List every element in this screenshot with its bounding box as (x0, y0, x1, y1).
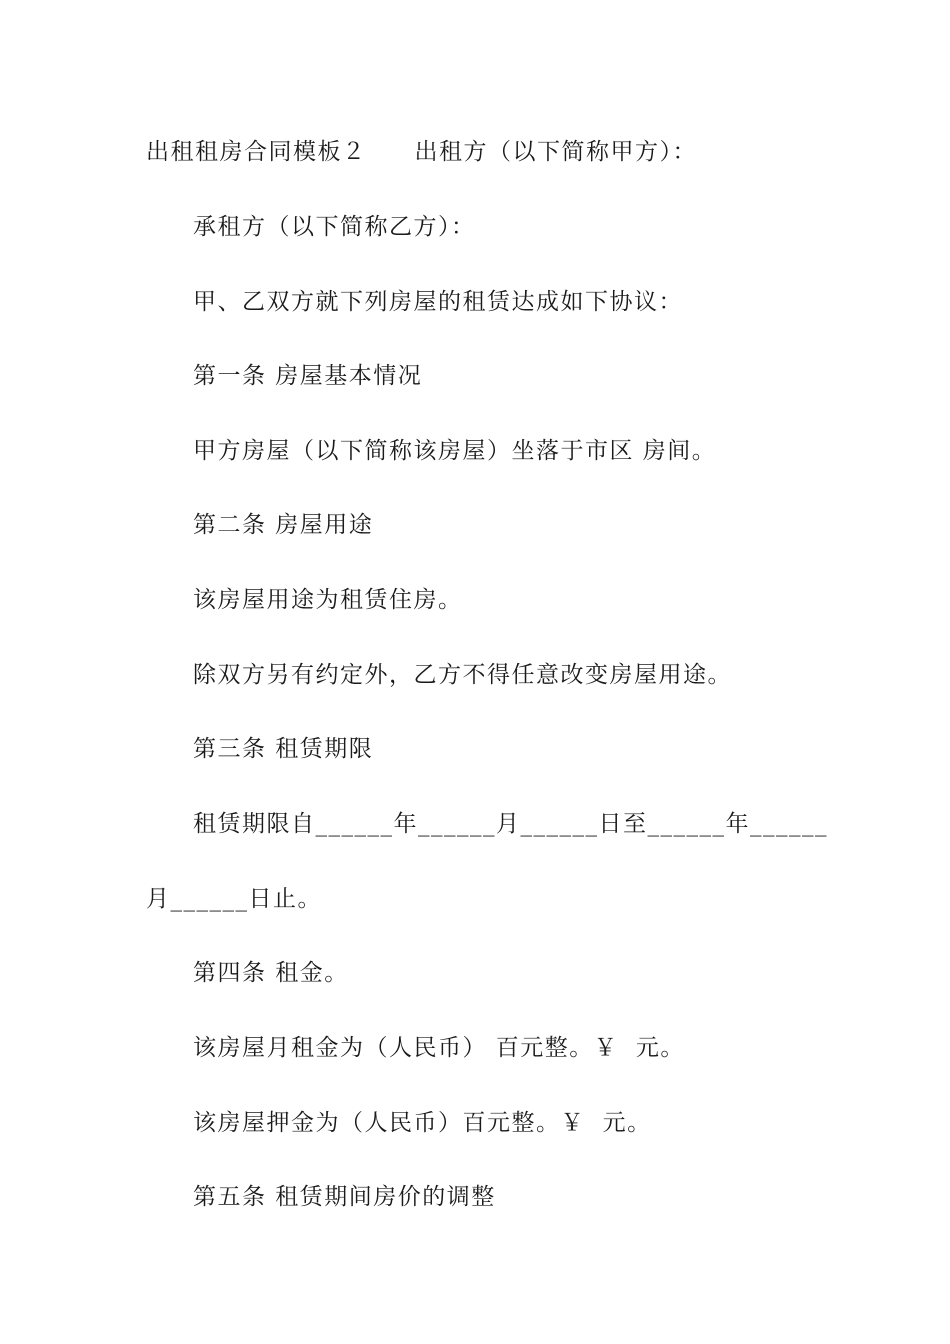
lessor-line: 出租方（以下简称甲方）： (414, 139, 697, 165)
article-1-heading: 第一条 房屋基本情况 (193, 363, 423, 389)
lessee-line: 承租方（以下简称乙方）： (193, 214, 476, 240)
title-line (146, 137, 697, 167)
article-1-text: 甲方房屋（以下简称该房屋）坐落于市区 房间。 (193, 438, 717, 464)
article-4-rent: 该房屋月租金为（人民币） 百元整。￥ 元。 (193, 1035, 685, 1061)
article-5-heading: 第五条 租赁期间房价的调整 (193, 1184, 496, 1210)
article-3-text-line-2: 月______日止。 (146, 886, 322, 912)
article-4-heading: 第四条 租金。 (193, 960, 349, 986)
article-3-text-line-1: 租赁期限自______年______月______日至______年______ (193, 811, 828, 837)
article-2-text-restriction: 除双方另有约定外，乙方不得任意改变房屋用途。 (193, 662, 732, 688)
article-4-deposit: 该房屋押金为（人民币）百元整。￥ 元。 (193, 1110, 652, 1136)
article-3-heading: 第三条 租赁期限 (193, 736, 374, 762)
document-title: 出租租房合同模板２ (146, 139, 367, 165)
article-2-text-usage: 该房屋用途为租赁住房。 (193, 587, 463, 613)
intro-paragraph: 甲、乙双方就下列房屋的租赁达成如下协议： (193, 289, 683, 315)
article-2-heading: 第二条 房屋用途 (193, 512, 374, 538)
